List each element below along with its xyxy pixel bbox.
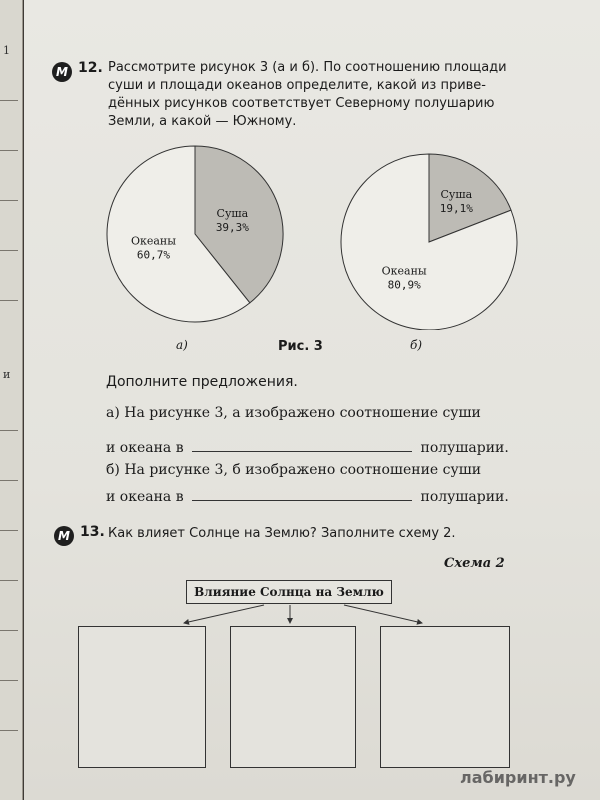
margin-letter: и — [3, 368, 11, 381]
pie-a-label-land: Суша — [216, 206, 249, 220]
caption-a: а) — [176, 338, 188, 352]
watermark-logo: лабиринт.ру — [460, 768, 576, 787]
margin-rule — [0, 150, 18, 151]
pie-a-label-ocean: Океаны — [130, 234, 176, 248]
margin-rule — [0, 630, 18, 631]
task-13-number: 13. — [80, 524, 105, 540]
task-12-line-2: суши и площади океанов определите, какой из приве- — [108, 78, 486, 93]
sentence-a-prefix: и океана в — [106, 440, 184, 456]
scheme-2-label: Схема 2 — [444, 556, 505, 571]
scheme-answer-box-2[interactable] — [230, 626, 356, 768]
sentence-b-line-1: б) На рисунке 3, б изображено соотношение суши — [106, 462, 482, 478]
scheme-title-box: Влияние Солнца на Землю — [186, 580, 392, 604]
margin-rule — [0, 730, 18, 731]
sentence-a-suffix: полушарии. — [420, 440, 509, 456]
sentence-a-line-1: а) На рисунке 3, а изображено соотношение суши — [106, 405, 481, 421]
task-12-number: 12. — [78, 60, 103, 76]
pie-a-value-land: 39,3% — [215, 220, 249, 234]
task-12-line-4: Земли, а какой — Южному. — [108, 114, 297, 129]
task-13-text: Как влияет Солнце на Землю? Заполните схему 2. — [108, 526, 456, 541]
answer-blank-b[interactable] — [192, 486, 412, 501]
scheme-answer-box-3[interactable] — [380, 626, 510, 768]
task-12-badge: М — [52, 62, 72, 82]
caption-b: б) — [410, 338, 423, 352]
margin-rule — [0, 100, 18, 101]
margin-rule — [0, 200, 18, 201]
pie-a-value-ocean: 60,7% — [136, 248, 171, 262]
figure-3-pie-charts — [100, 140, 560, 330]
answer-blank-a[interactable] — [192, 437, 412, 452]
task-12-line-3: дённых рисунков соответствует Северному полушарию — [108, 96, 495, 111]
complete-prompt: Дополните предложения. — [106, 374, 298, 390]
figure-title: Рис. 3 — [278, 339, 323, 354]
margin-rule — [0, 580, 18, 581]
workbook-page — [24, 0, 600, 800]
margin-rule — [0, 430, 18, 431]
scheme-answer-box-1[interactable] — [78, 626, 206, 768]
sentence-a-line-2 — [106, 437, 509, 456]
arrow-left — [184, 605, 264, 623]
sentence-b-suffix: полушарии. — [420, 489, 509, 505]
margin-rule — [0, 480, 18, 481]
pie-b-label-ocean: Океаны — [381, 264, 427, 278]
task-13-badge: М — [54, 526, 74, 546]
margin-rule — [0, 250, 18, 251]
pie-b-label-land: Суша — [440, 188, 473, 202]
sentence-b-prefix: и океана в — [106, 489, 184, 505]
pie-b-value-ocean: 80,9% — [387, 278, 421, 292]
task-12-line-1: Рассмотрите рисунок 3 (а и б). По соотношению площади — [108, 60, 507, 75]
pie-b-value-land: 19,1% — [439, 202, 473, 216]
margin-rule — [0, 300, 18, 301]
adjacent-page-edge — [0, 0, 23, 800]
sentence-b-line-2 — [106, 486, 509, 505]
margin-rule — [0, 530, 18, 531]
arrow-right — [344, 605, 422, 623]
margin-number: 1 — [3, 44, 10, 57]
margin-rule — [0, 680, 18, 681]
